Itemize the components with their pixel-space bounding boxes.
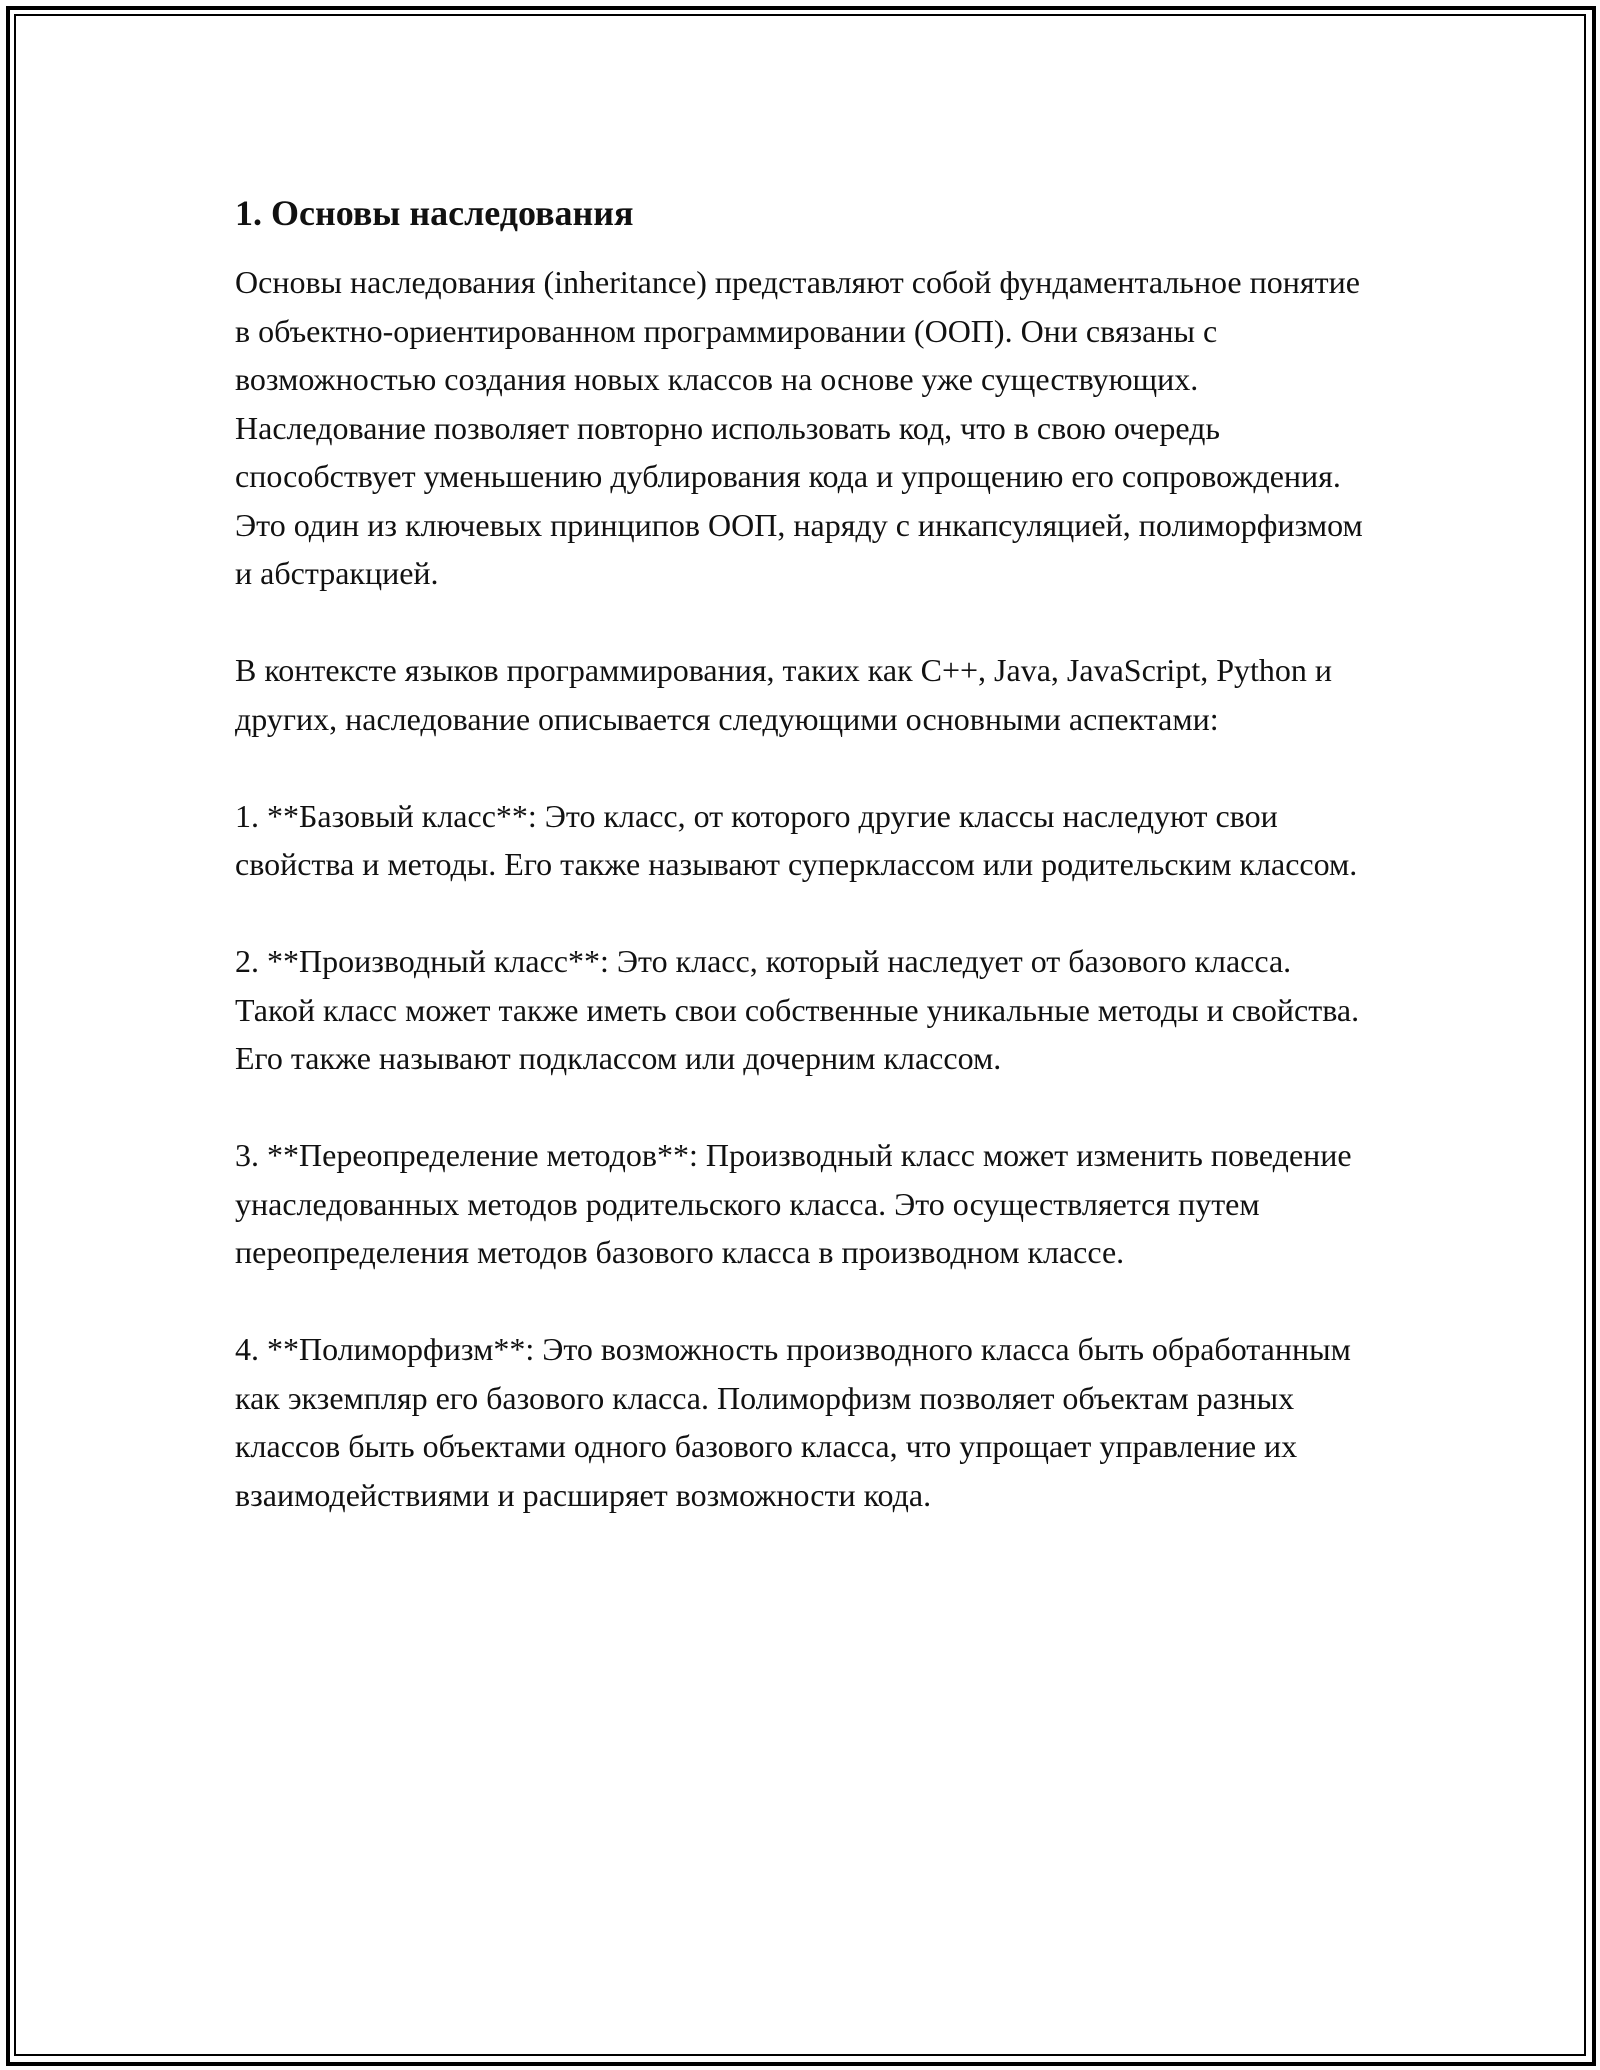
- section-heading: 1. Основы наследования: [235, 193, 634, 233]
- list-item-derived-class: 2. **Производный класс**: Это класс, который наследует от базового класса. Такой класс может также иметь свои собственные уникальные методы и свойства. Его также называют подклассом или дочерним классом.: [235, 943, 1360, 1076]
- list-item-polymorphism: 4. **Полиморфизм**: Это возможность производного класса быть обработанным как экземпляр его базового класса. Полиморфизм позволяет объектам разных классов быть объектами одного базового класса, что упрощает управление их взаимодействиями и расширяет возможности кода.: [235, 1331, 1351, 1513]
- paragraph-intro: Основы наследования (inheritance) представляют собой фундаментальное понятие в объектно-ориентированном программировании (ООП). Они связаны с возможностью создания новых классов на основе уже существующих. Наследование позволяет повторно использовать код, что в свою очередь способствует уменьшению дублирования кода и упрощению его сопровождения. Это один из ключевых принципов ООП, наряду с инкапсуляцией, полиморфизмом и абстракцией.: [235, 264, 1363, 591]
- paragraph-context: В контексте языков программирования, таких как C++, Java, JavaScript, Python и других, наследование описывается следующими основными аспектами:: [235, 652, 1333, 737]
- list-item-base-class: 1. **Базовый класс**: Это класс, от которого другие классы наследуют свои свойства и методы. Его также называют суперклассом или родительским классом.: [235, 797, 1358, 882]
- list-item-method-overriding: 3. **Переопределение методов**: Производный класс может изменить поведение унаследованных методов родительского класса. Это осуществляется путем переопределения методов базового класса в производном классе.: [235, 1137, 1352, 1270]
- document-body: [235, 186, 1375, 1568]
